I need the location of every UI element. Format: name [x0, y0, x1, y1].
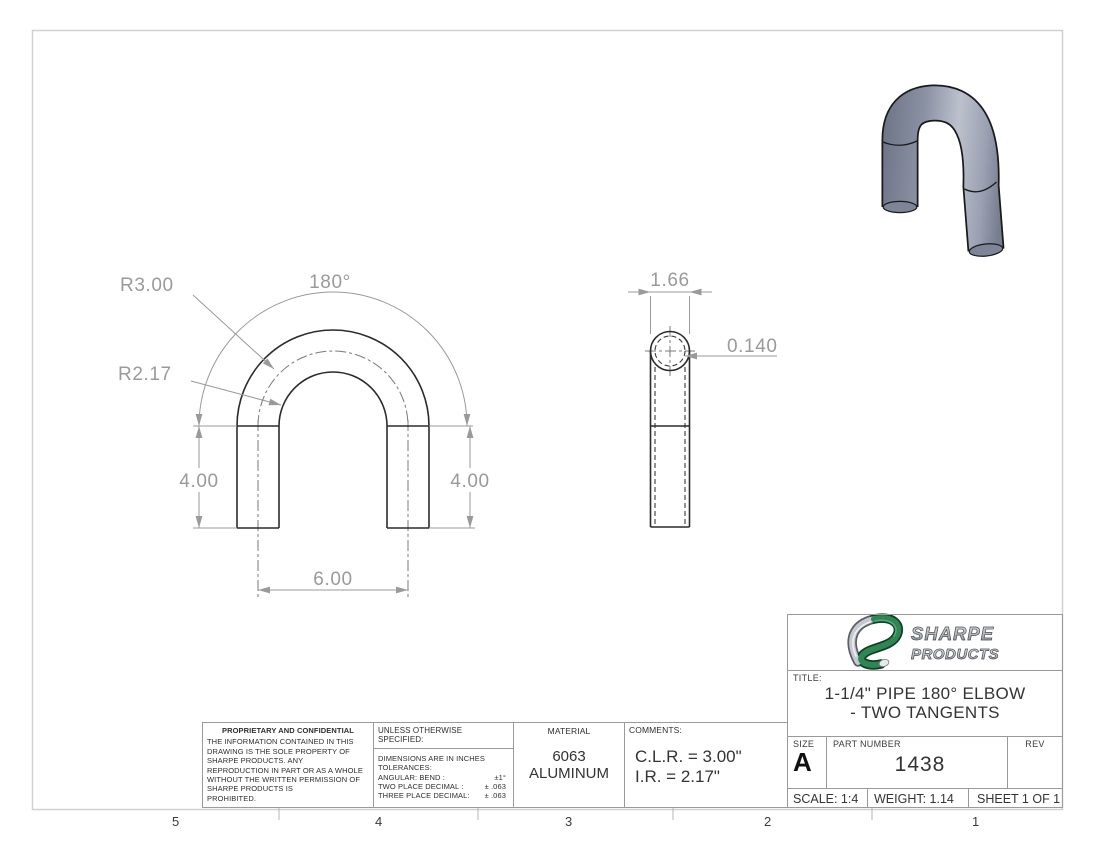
front-view-centerlines	[258, 351, 408, 597]
proprietary-line: THE INFORMATION CONTAINED IN THIS	[207, 737, 354, 747]
side-view-centerlines	[645, 326, 695, 376]
comments-label: COMMENTS:	[629, 725, 682, 735]
part-number-value: 1438	[894, 753, 946, 776]
notes-strip	[202, 722, 788, 808]
zone-number: 4	[375, 814, 383, 829]
proprietary-box	[202, 722, 374, 808]
material-label: MATERIAL	[547, 726, 591, 736]
front-view-dimensions	[191, 292, 475, 590]
comments-line1: C.L.R. = 3.00"	[635, 747, 742, 767]
proprietary-line: DRAWING IS THE SOLE PROPERTY OF	[207, 746, 350, 756]
proprietary-line: PROHIBITED.	[207, 793, 257, 803]
tolerances-line2: TOLERANCES:	[378, 763, 432, 773]
title-line2: - TWO TANGENTS	[850, 703, 1000, 722]
front-view-outline	[237, 330, 429, 528]
tol-row-label: ANGULAR: BEND :	[378, 772, 445, 782]
front-view	[118, 272, 490, 597]
size-label: SIZE	[793, 739, 815, 749]
logo-text-sharpe: SHARPE	[911, 623, 995, 644]
tolerances-line1: DIMENSIONS ARE IN INCHES	[378, 753, 486, 763]
dim-wall: 0.140	[727, 336, 778, 357]
tol-row-label: TWO PLACE DECIMAL :	[378, 782, 464, 792]
rev-box	[1007, 736, 1063, 789]
part-number-box	[826, 736, 1008, 789]
tol-row-value: ± .063	[484, 782, 506, 792]
zone-number: 1	[972, 814, 980, 829]
part-number-label: PART NUMBER	[833, 739, 901, 749]
comments-box	[624, 722, 788, 808]
proprietary-line: SHARPE PRODUCTS. ANY	[207, 756, 304, 766]
zone-number: 5	[172, 814, 180, 829]
tol-row-value: ±1°	[494, 772, 506, 782]
zone-number: 3	[565, 814, 573, 829]
title-line1: 1-1/4" PIPE 180° ELBOW	[824, 684, 1026, 703]
proprietary-line: WITHOUT THE WRITTEN PERMISSION OF	[207, 775, 361, 785]
tol-row-label: THREE PLACE DECIMAL:	[378, 791, 470, 801]
material-line2: ALUMINUM	[528, 765, 609, 783]
tolerances-header: UNLESS OTHERWISE SPECIFIED:	[374, 723, 513, 749]
side-view-hidden-lines	[655, 336, 685, 527]
dim-radius-inner: R2.17	[118, 364, 172, 385]
logo-text-products: PRODUCTS	[911, 646, 1000, 663]
dim-leg-right: 4.00	[450, 471, 490, 492]
dim-radius-outer: R3.00	[120, 275, 174, 296]
material-line1: 6063	[552, 748, 586, 766]
proprietary-line: REPRODUCTION IN PART OR AS A WHOLE	[207, 765, 363, 775]
dim-od: 1.66	[650, 270, 690, 291]
weight-box: WEIGHT: 1.14	[867, 788, 969, 808]
isometric-render	[883, 103, 1003, 258]
logo-box	[787, 614, 1063, 671]
dim-span: 6.00	[313, 569, 353, 590]
title-label: TITLE:	[793, 673, 822, 683]
zone-number: 2	[764, 814, 772, 829]
rev-label: REV	[1025, 739, 1045, 749]
tube-body	[900, 103, 986, 250]
material-box	[513, 722, 625, 808]
proprietary-line: SHARPE PRODUCTS IS	[207, 784, 293, 794]
size-box	[787, 736, 827, 789]
dim-angle: 180°	[309, 272, 351, 293]
dim-leg-left: 4.00	[179, 471, 219, 492]
tolerances-box	[373, 722, 514, 808]
tol-row-value: ± .063	[484, 791, 506, 801]
side-view	[628, 270, 778, 527]
title-block	[787, 614, 1063, 808]
tube-end-cap-left	[883, 201, 917, 212]
sheet-box: SHEET 1 OF 1	[968, 788, 1063, 808]
size-value: A	[793, 747, 812, 777]
scale-box: SCALE: 1:4	[787, 788, 868, 808]
proprietary-header: PROPRIETARY AND CONFIDENTIAL	[222, 726, 354, 735]
comments-line2: I.R. = 2.17"	[635, 767, 720, 787]
title-box	[787, 670, 1063, 737]
